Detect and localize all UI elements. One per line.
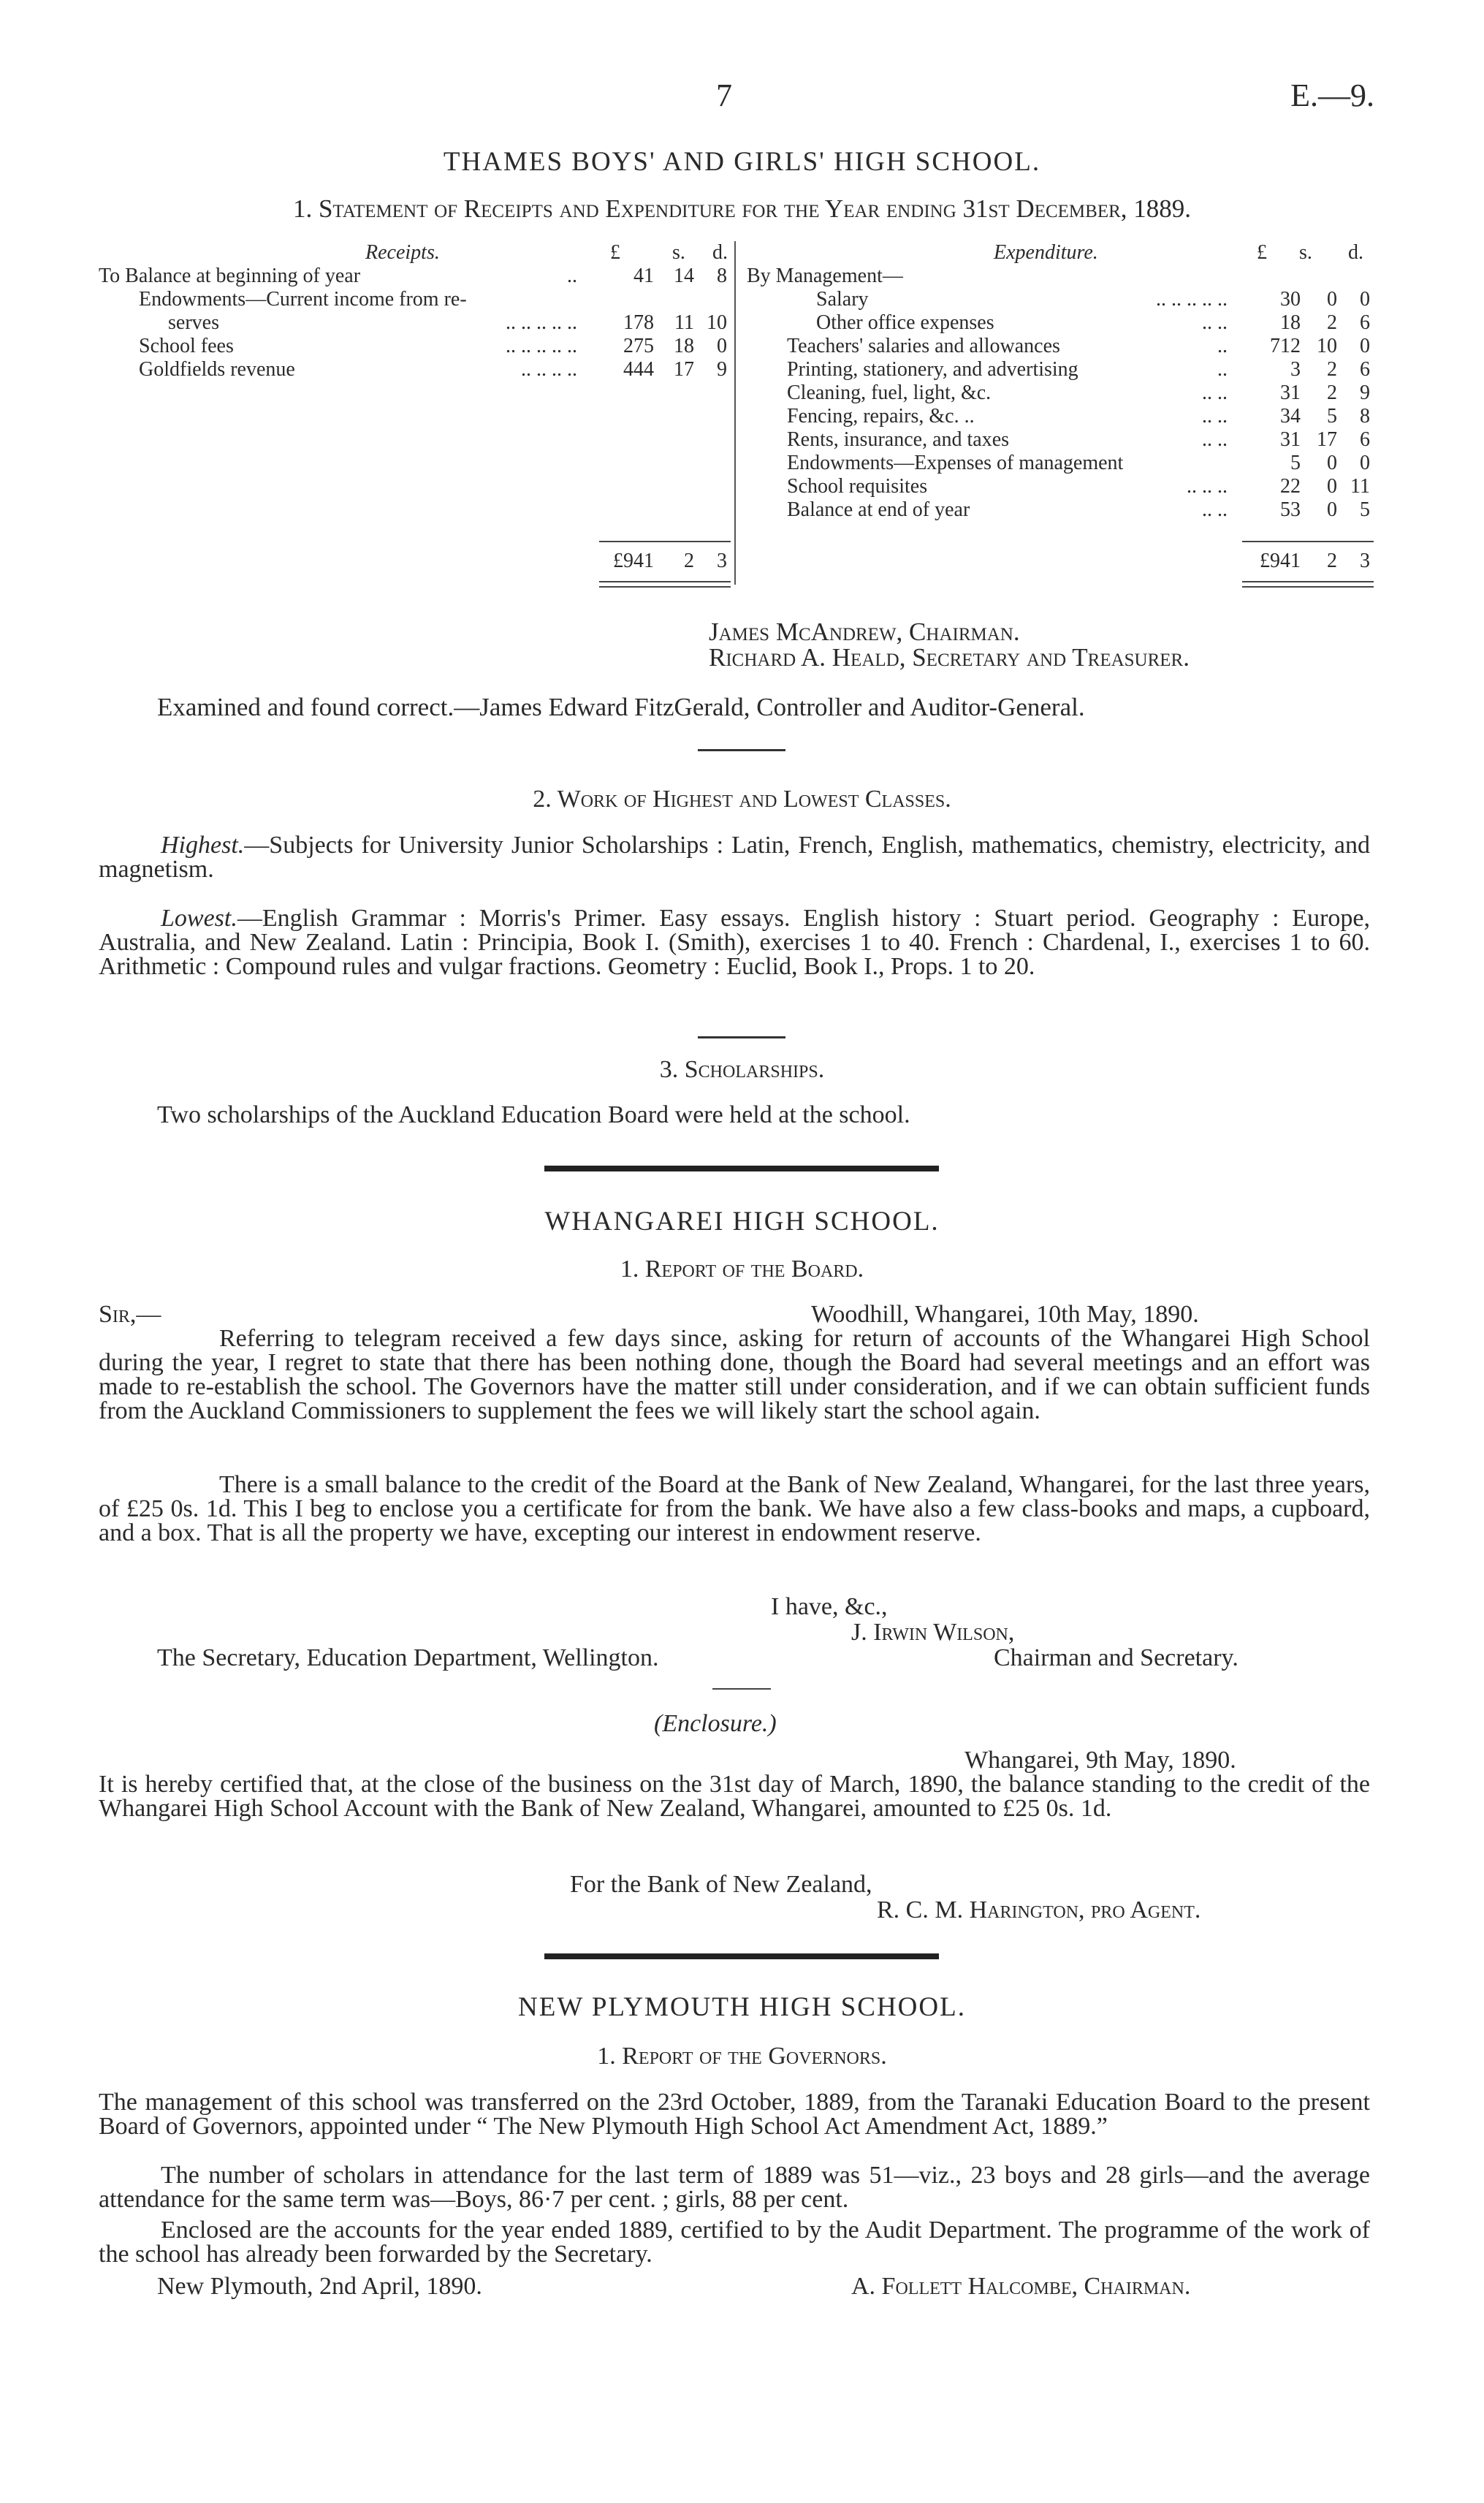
expenditure-row-label: By Management—	[747, 265, 903, 287]
enclosure-rule	[712, 1688, 771, 1690]
expenditure-row-leader-dots: .. ..	[1202, 381, 1228, 404]
enclosure-place-date: Whangarei, 9th May, 1890.	[964, 1747, 1236, 1774]
whangarei-addressee: The Secretary, Education Department, Wellington.	[157, 1644, 659, 1671]
enclosure-label: (Enclosure.)	[654, 1710, 777, 1737]
thames-statement-title: 1. Statement of Receipts and Expenditure for the Year ending 31st December, 1889.	[292, 194, 1192, 223]
expenditure-total-double-rule-2	[1242, 586, 1374, 588]
expenditure-row-shillings: 5	[1327, 405, 1337, 428]
expenditure-row-shillings: 2	[1327, 358, 1337, 381]
expenditure-row-pounds: 5	[1290, 452, 1301, 474]
receipts-row-leader-dots: .. .. .. .. ..	[506, 311, 577, 334]
expenditure-row-shillings: 0	[1327, 452, 1337, 474]
expenditure-total-rule	[1242, 541, 1374, 542]
receipts-currency-shillings: s.	[672, 241, 685, 264]
receipts-currency-pounds: £	[610, 241, 620, 264]
expenditure-row-pounds: 34	[1280, 405, 1301, 428]
expenditure-row-shillings: 2	[1327, 311, 1337, 334]
receipts-row-label: Goldfields revenue	[139, 358, 295, 381]
work-title: 2. Work of Highest and Lowest Classes.	[533, 786, 951, 813]
receipts-total-rule	[599, 541, 731, 542]
receipts-total-pence: 3	[717, 550, 727, 572]
expenditure-row-pence: 0	[1360, 335, 1370, 357]
enclosure-for: For the Bank of New Zealand,	[570, 1871, 872, 1898]
expenditure-row-label: Other office expenses	[816, 311, 994, 334]
thames-sig-chairman: James McAndrew, Chairman.	[709, 618, 1020, 646]
expenditure-row-label: Fencing, repairs, &c. ..	[787, 405, 975, 428]
receipts-total-double-rule-2	[599, 586, 731, 588]
expenditure-row-shillings: 10	[1317, 335, 1337, 357]
expenditure-total-pounds: £941	[1260, 550, 1301, 572]
expenditure-row-shillings: 2	[1327, 381, 1337, 404]
expenditure-row-pounds: 31	[1280, 428, 1301, 451]
receipts-row-pence: 10	[707, 311, 727, 334]
enclosure-text: It is hereby certified that, at the close of the business on the 31st day of March, 1890, the balance standing to the credit of the Whangarei High School Account with the Bank of New Zealand, Whangarei, amounted to £25 0s. 1d.	[99, 1771, 1370, 1822]
major-section-rule	[544, 1953, 939, 1959]
expenditure-row-pounds: 53	[1280, 498, 1301, 521]
expenditure-row-pence: 9	[1360, 381, 1370, 404]
receipts-row-pounds: 275	[623, 335, 654, 357]
expenditure-row-pounds: 31	[1280, 381, 1301, 404]
newplymouth-para1: The management of this school was transferred on the 23rd October, 1889, from the Taranaki Education Board to the present Board of Governors, appointed under “ The New Plymouth High School Act Amendment Act, 1889.”	[99, 2089, 1370, 2140]
thames-title: THAMES BOYS' AND GIRLS' HIGH SCHOOL.	[443, 147, 1041, 177]
receipts-heading: Receipts.	[365, 241, 440, 264]
receipts-row-leader-dots: .. .. .. .. ..	[506, 335, 577, 357]
receipts-currency-pence: d.	[712, 241, 728, 264]
receipts-row-pounds: 178	[623, 311, 654, 334]
lowest-text: —English Grammar : Morris's Primer. Easy essays. English history : Stuart period. Geography : Europe, Australia, and New Zealand. Latin : Principia, Book I. (Smith), exercises 1 to 40. French : Chardenal, I., exercises 1 to 60. Arithmetic : Compound rules and vulgar fractions. Geometry : Euclid, Book I., Props. 1 to 20.	[99, 905, 1370, 980]
thames-sig-secretary: Richard A. Heald, Secretary and Treasurer.	[709, 643, 1190, 672]
whangarei-place-date: Woodhill, Whangarei, 10th May, 1890.	[811, 1301, 1199, 1328]
expenditure-total-pence: 3	[1360, 550, 1370, 572]
newplymouth-title: NEW PLYMOUTH HIGH SCHOOL.	[518, 1992, 966, 2022]
scholarships-text: Two scholarships of the Auckland Education Board were held at the school.	[157, 1101, 910, 1128]
receipts-row-shillings: 14	[674, 265, 694, 287]
whangarei-salutation: Sir,—	[99, 1301, 161, 1328]
whangarei-para1: Referring to telegram received a few days since, asking for return of accounts of the Whangarei High School during the year, I regret to state that there has been nothing done, though the Board had several meetings and an effort was made to re-establish the school. The Governors have the matter still under consideration, and if we can obtain sufficient funds from the Auckland Commissioners to supplement the fees we will likely start the school again.	[99, 1325, 1370, 1424]
receipts-row-pounds: 41	[633, 265, 654, 287]
table-divider	[734, 241, 736, 585]
expenditure-currency-pounds: £	[1257, 241, 1267, 264]
whangarei-closing: I have, &c.,	[771, 1593, 888, 1620]
receipts-row-pounds: 444	[623, 358, 654, 381]
thames-examined: Examined and found correct.—James Edward FitzGerald, Controller and Auditor-General.	[157, 693, 1085, 721]
expenditure-row-shillings: 0	[1327, 475, 1337, 498]
whangarei-title: WHANGAREI HIGH SCHOOL.	[544, 1207, 940, 1237]
lowest-paragraph	[99, 906, 1370, 979]
whangarei-signer: J. Irwin Wilson,	[851, 1619, 1015, 1646]
expenditure-row-pence: 0	[1360, 288, 1370, 311]
newplymouth-para3: Enclosed are the accounts for the year ended 1889, certified to by the Audit Department. The programme of the work of the school has already been forwarded by the Secretary.	[99, 2217, 1370, 2268]
receipts-total-pounds: £941	[613, 550, 654, 572]
page-number: 7	[716, 77, 732, 113]
expenditure-row-pence: 0	[1360, 452, 1370, 474]
whangarei-report-title: 1. Report of the Board.	[620, 1256, 864, 1283]
receipts-row-label: School fees	[139, 335, 234, 357]
expenditure-total-shillings: 2	[1327, 550, 1337, 572]
highest-paragraph	[99, 833, 1370, 881]
expenditure-row-pence: 6	[1360, 311, 1370, 334]
highest-label: Highest.	[161, 832, 245, 859]
receipts-row-leader-dots: .. .. .. ..	[521, 358, 577, 381]
enclosure-agent: R. C. M. Harington, pro Agent.	[877, 1896, 1201, 1923]
expenditure-row-pence: 5	[1360, 498, 1370, 521]
receipts-row-pence: 8	[717, 265, 727, 287]
receipts-row-label: To Balance at beginning of year	[99, 265, 361, 287]
expenditure-row-shillings: 0	[1327, 288, 1337, 311]
section-rule	[698, 749, 785, 751]
expenditure-row-leader-dots: ..	[1217, 358, 1228, 381]
section-rule	[698, 1036, 785, 1038]
expenditure-row-pence: 6	[1360, 428, 1370, 451]
expenditure-row-label: School requisites	[787, 475, 928, 498]
receipts-row-leader-dots: ..	[567, 265, 577, 287]
newplymouth-place-date: New Plymouth, 2nd April, 1890.	[157, 2273, 482, 2300]
expenditure-row-pounds: 18	[1280, 311, 1301, 334]
expenditure-row-label: Cleaning, fuel, light, &c.	[787, 381, 992, 404]
expenditure-row-label: Printing, stationery, and advertising	[787, 358, 1078, 381]
newplymouth-report-title: 1. Report of the Governors.	[597, 2043, 887, 2070]
expenditure-row-shillings: 0	[1327, 498, 1337, 521]
expenditure-row-label: Rents, insurance, and taxes	[787, 428, 1010, 451]
receipts-total-shillings: 2	[684, 550, 694, 572]
receipts-total-double-rule-1	[599, 581, 731, 582]
receipts-row-label: Endowments—Current income from re-	[139, 288, 467, 311]
highest-text: —Subjects for University Junior Scholarships : Latin, French, English, mathematics, chemistry, electricity, and magnetism.	[99, 832, 1370, 883]
receipts-row-pence: 9	[717, 358, 727, 381]
expenditure-currency-pence: d.	[1348, 241, 1363, 264]
major-section-rule	[544, 1166, 939, 1171]
scholarships-title: 3. Scholarships.	[659, 1056, 825, 1083]
expenditure-row-leader-dots: .. ..	[1202, 311, 1228, 334]
expenditure-heading: Expenditure.	[994, 241, 1098, 264]
expenditure-row-leader-dots: .. ..	[1202, 428, 1228, 451]
expenditure-row-pounds: 712	[1270, 335, 1301, 357]
expenditure-total-double-rule-1	[1242, 581, 1374, 582]
expenditure-row-label: Teachers' salaries and allowances	[787, 335, 1060, 357]
expenditure-row-pounds: 22	[1280, 475, 1301, 498]
expenditure-row-pounds: 3	[1290, 358, 1301, 381]
newplymouth-para2: The number of scholars in attendance for the last term of 1889 was 51—viz., 23 boys and 28 girls—and the average attendance for the same term was—Boys, 86·7 per cent. ; girls, 88 per cent.	[99, 2162, 1370, 2213]
newplymouth-signer: A. Follett Halcombe, Chairman.	[851, 2273, 1191, 2300]
receipts-row-shillings: 18	[674, 335, 694, 357]
expenditure-row-leader-dots: .. .. ..	[1187, 475, 1228, 498]
expenditure-row-pence: 6	[1360, 358, 1370, 381]
receipts-row-shillings: 11	[674, 311, 694, 334]
page-code: E.—9.	[1290, 77, 1374, 113]
expenditure-row-label: Salary	[816, 288, 869, 311]
receipts-row-pence: 0	[717, 335, 727, 357]
lowest-label: Lowest.	[161, 905, 237, 932]
expenditure-currency-shillings: s.	[1299, 241, 1312, 264]
expenditure-row-leader-dots: ..	[1217, 335, 1228, 357]
expenditure-row-pence: 8	[1360, 405, 1370, 428]
receipts-row-shillings: 17	[674, 358, 694, 381]
expenditure-row-label: Endowments—Expenses of management	[787, 452, 1124, 474]
expenditure-row-label: Balance at end of year	[787, 498, 970, 521]
expenditure-row-leader-dots: .. .. .. .. ..	[1156, 288, 1228, 311]
expenditure-row-leader-dots: .. ..	[1202, 498, 1228, 521]
expenditure-row-shillings: 17	[1317, 428, 1337, 451]
expenditure-row-pounds: 30	[1280, 288, 1301, 311]
expenditure-row-pence: 11	[1350, 475, 1370, 498]
whangarei-para2: There is a small balance to the credit of the Board at the Bank of New Zealand, Whangarei, for the last three years, of £25 0s. 1d. This I beg to enclose you a certificate for from the bank. We have also a few class-books and maps, a cupboard, and a box. That is all the property we have, excepting our interest in endowment reserve.	[99, 1471, 1370, 1546]
expenditure-row-leader-dots: .. ..	[1202, 405, 1228, 428]
receipts-row-label: serves	[168, 311, 219, 334]
whangarei-signer-title: Chairman and Secretary.	[994, 1644, 1238, 1671]
